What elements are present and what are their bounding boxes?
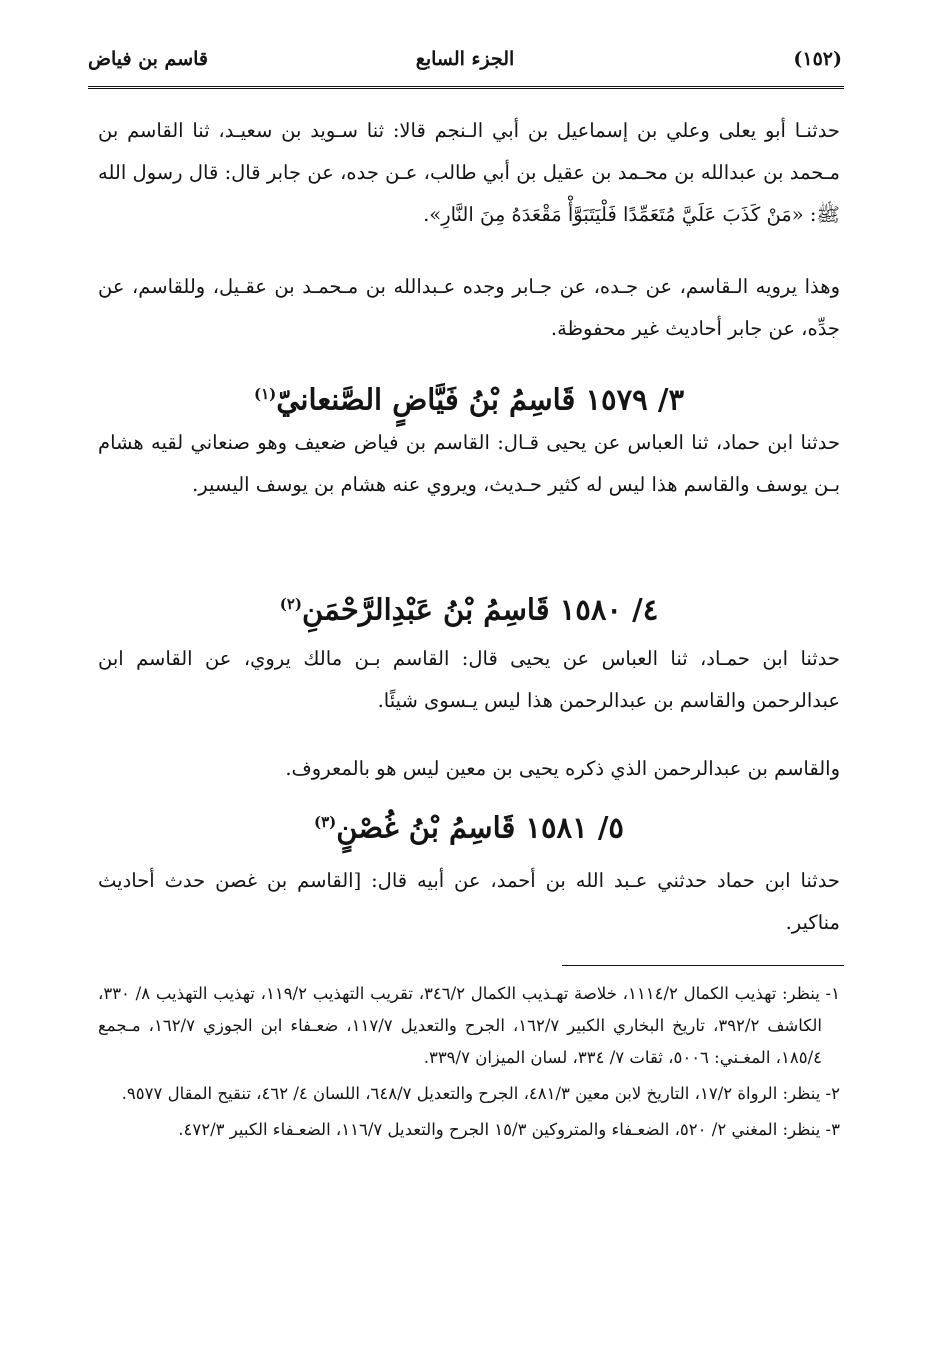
footnote-1: ١- ينظر: تهذيب الكمال ١١١٤/٢، خلاصة تهـذيب الكمال ٣٤٦/٢، تقريب التهذيب ١١٩/٢، تهذيب التهذيب ٨/ ٣٣٠، الكاشف ٣٩٢/٢، تاريخ البخاري الكبير ١٦٢/٧، الجرح والتعديل ١١٧/٧، ضعـفاء ابن الجوزي ١٦٢/٧، مـجمع ١٨٥/٤، المغـني: ٥٠٠٦، ثقات ٧/ ٣٣٤، لسان الميزان ٣٣٩/٧.	[98, 984, 840, 1067]
paragraph-4: حدثنا ابن حمـاد، ثنا العباس عن يحيى قال: القاسم بـن مالك يروي، عن القاسم ابن عبدالرحمن والقاسم بن عبدالرحمن هذا ليس يـسوى شيئًا.	[98, 647, 840, 712]
paragraph-4-block	[98, 638, 840, 722]
footnote-3: ٣- ينظر: المغني ٢/ ٥٢٠، الضعـفاء والمتروكين ١٥/٣ الجرح والتعديل ١١٦/٧، الضعـفاء الكبير ٤٧٢/٣.	[178, 1120, 840, 1139]
page-header	[88, 42, 842, 82]
entry-title: ٤/ ١٥٨٠ قَاسِمُ بْنُ عَبْدِالرَّحْمَنِ	[302, 592, 659, 627]
footnote-marker: (٢)	[279, 595, 302, 613]
paragraph-5: والقاسم بن عبدالرحمن الذي ذكره يحيى بن معين ليس هو بالمعروف.	[285, 757, 840, 780]
footnote-marker: (٣)	[314, 813, 337, 831]
entry-title: ٣/ ١٥٧٩ قَاسِمُ بْنُ فَيَّاضٍ الصَّنعانيّ	[276, 382, 685, 417]
running-title: قاسم بن فياض	[88, 48, 208, 70]
paragraph-2: وهذا يرويه الـقاسم، عن جـده، عن جـابر وجده عـبدالله بن مـحمـد بن عقـيل، وللقاسم، عن جدِّه، عن جابر أحاديث غير محفوظة.	[98, 275, 840, 340]
footnotes	[98, 978, 840, 1150]
paragraph-6-block	[98, 860, 840, 944]
paragraph-3-block	[98, 422, 840, 506]
entry-heading-1579	[98, 372, 840, 422]
entry-title: ٥/ ١٥٨١ قَاسِمُ بْنُ غُصْنٍ	[336, 810, 624, 845]
footnote-rule	[562, 965, 844, 966]
volume-title: الجزء السابع	[415, 48, 515, 70]
header-rule	[88, 86, 844, 89]
paragraph-2-block	[98, 266, 840, 350]
paragraph-3: حدثنا ابن حماد، ثنا العباس عن يحيى قـال: القاسم بن فياض ضعيف وهو صنعاني لقيه هشام بـن يوسف والقاسم هذا ليس له كثير حـديث، ويروي عنه هشام بن يوسف اليسير.	[98, 431, 840, 496]
paragraph-5-block	[98, 748, 840, 790]
paragraph-1: حدثنـا أبو يعلى وعلي بن إسماعيل بن أبي الـنجم قالا: ثنا سـويد بن سعيـد، ثنا القاسم بن مـحمد بن عبدالله بن محـمد بن عقيل بن أبي طالب، عـن جده، عن جابر قال: قال رسول الله ﷺ: «مَنْ كَذَبَ عَلَيَّ مُتَعَمِّدًا فَلْيَتَبَوَّأْ مَقْعَدَهُ مِنَ النَّارِ».	[98, 119, 840, 226]
footnote-marker: (١)	[253, 385, 277, 403]
entry-heading-1581	[98, 800, 840, 850]
entry-heading-1580	[98, 582, 840, 632]
page-number: (١٥٢)	[793, 48, 842, 70]
footnote-2: ٢- ينظر: الرواة ١٧/٢، التاريخ لابن معين ٤٨١/٣، الجرح والتعديل ٦٤٨/٧، اللسان ٤/ ٤٦٢، تنقيح المقال ٩٥٧٧.	[121, 1084, 840, 1103]
paragraph-6: حدثنا ابن حماد حدثني عـبد الله بن أحمد، عن أبيه قال: [القاسم بن غصن حدث أحاديث مناكير.	[98, 869, 840, 934]
paragraph-1-block	[98, 110, 840, 236]
